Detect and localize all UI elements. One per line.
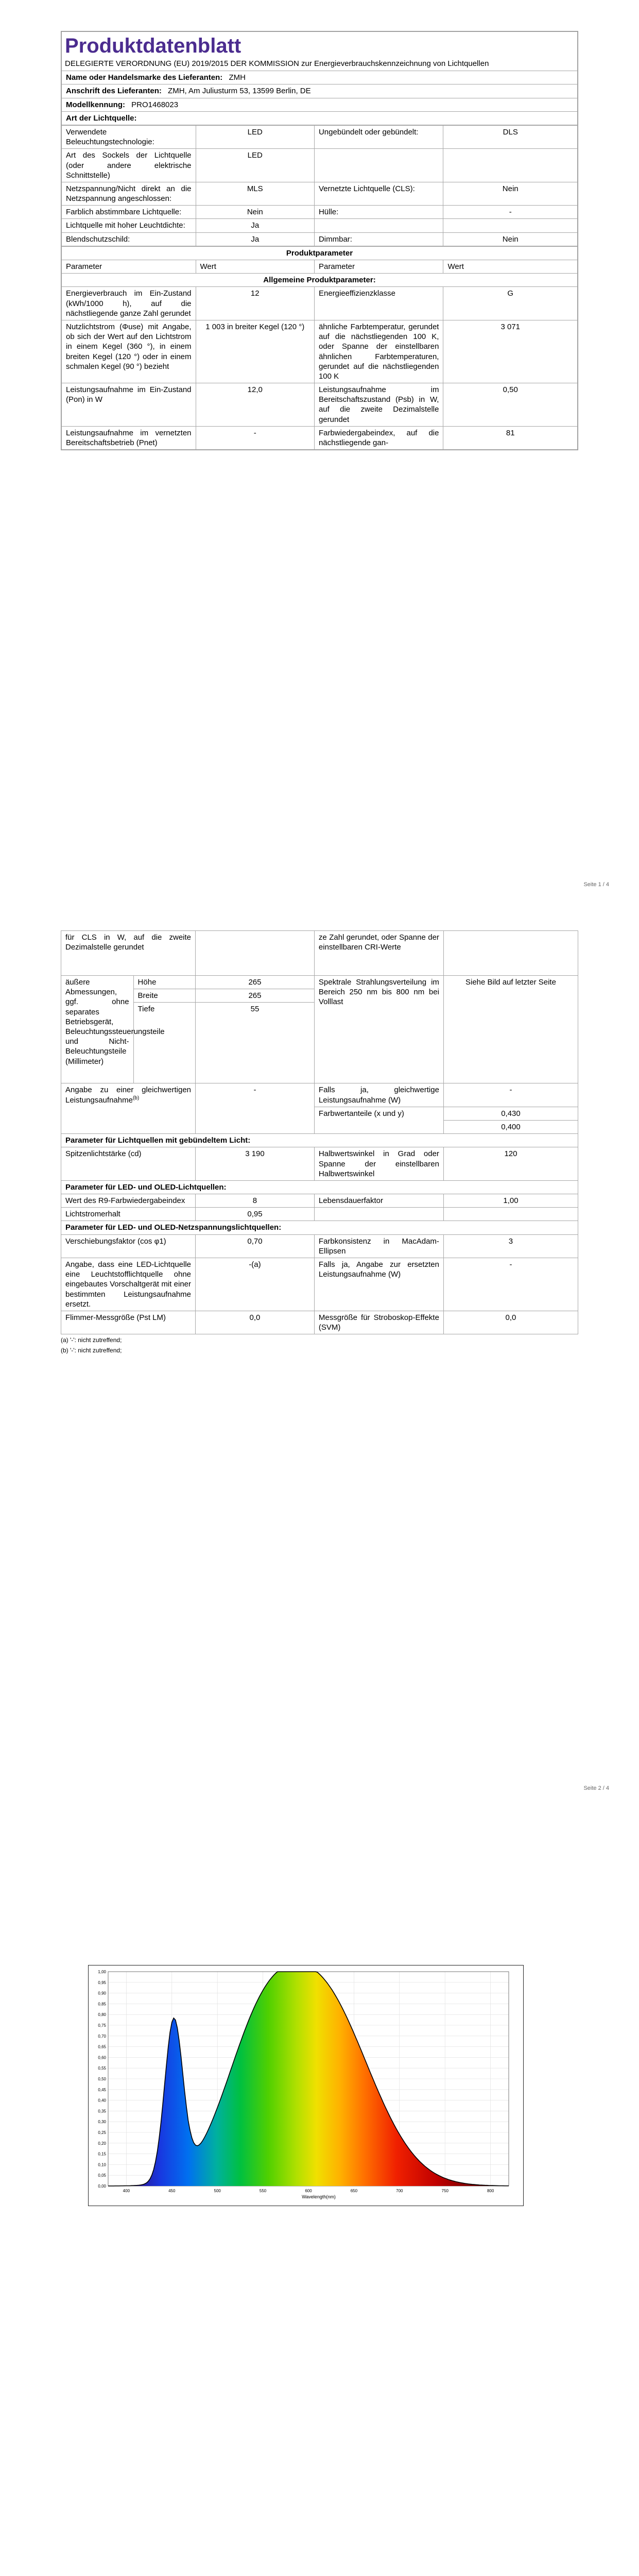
x-tick-label: 500 [214, 2189, 221, 2193]
type-row-4-value-b [443, 219, 578, 232]
type-row-1-label-b [314, 149, 443, 182]
param-row-3-value-b: 81 [443, 426, 578, 449]
chromaticity-label: Farbwertanteile (x und y) [314, 1107, 443, 1133]
y-tick-label: 0,05 [98, 2173, 106, 2178]
param-row-2-value-a: 12,0 [196, 383, 314, 427]
x-tick-label: 650 [350, 2189, 358, 2193]
y-tick-label: 0,75 [98, 2023, 106, 2028]
spectral-label: Spektrale Strahlungsverteilung im Bereich 250 nm bis 800 nm bei Volllast [314, 976, 443, 1083]
supplier-name-label: Name oder Handelsmarke des Lieferanten: [66, 73, 223, 82]
type-row-4-label-b [314, 219, 443, 232]
peak-intensity-value: 3 190 [196, 1147, 315, 1181]
lumen-maintenance-label: Lichtstromerhalt [61, 1208, 196, 1221]
type-row-0-label-a: Verwendete Beleuchtungstechnologie: [62, 125, 196, 148]
peak-intensity-label: Spitzenlichtstärke (cd) [61, 1147, 196, 1181]
y-tick-label: 1,00 [98, 1970, 106, 1974]
lumen-maintenance-value: 0,95 [196, 1208, 315, 1221]
type-row-0-value-b: DLS [443, 125, 578, 148]
footnote-b: (b) '-': nicht zutreffend; [61, 1346, 122, 1354]
y-tick-label: 0,95 [98, 1980, 106, 1985]
model-label: Modellkennung: [66, 100, 125, 109]
params-heading: Produktparameter [62, 246, 578, 260]
col-param-2: Parameter [314, 260, 443, 274]
param-row-1-label-a: Nutzlichtstrom (Φuse) mit Angabe, ob sich der Wert auf den Lichtstrom in einem Kegel (360 °), in einem breiten Kegel (120 °) oder in einem schmalen Kegel (90 °) bezieht [62, 320, 196, 383]
dim-depth-key: Tiefe [133, 1003, 195, 1083]
survival-factor-label: Lebensdauerfaktor [314, 1194, 443, 1208]
x-axis-label: Wavelength(nm) [302, 2194, 336, 2199]
dimensions-label: äußere Abmessungen, ggf. ohne separates Betriebsgerät, Beleuchtungssteuerungsteile und Nicht-Beleuchtungsteile (Millimeter) [61, 976, 134, 1083]
dls-heading: Parameter für Lichtquellen mit gebündeltem Licht: [61, 1134, 578, 1147]
page-2 [0, 904, 639, 1807]
spectral-distribution-chart [88, 1965, 524, 2206]
x-tick-label: 800 [487, 2189, 494, 2193]
param-row-1-value-b: 3 071 [443, 320, 578, 383]
equiv-power-w-label: Falls ja, gleichwertige Leistungsaufnahme (W) [314, 1083, 443, 1107]
regulation-subtitle: DELEGIERTE VERORDNUNG (EU) 2019/2015 DER KOMMISSION zur Energieverbrauchskennzeichnung von Lichtquellen [65, 59, 489, 68]
param-row-0-label-b: Energieeffizienzklasse [314, 287, 443, 320]
param-row-1-label-b: ähnliche Farbtemperatur, gerundet auf die nächstliegenden 100 K, oder Spanne der einstellbaren ähnlichen Farbtemperaturen, gerundet auf die nächstliegenden 100 K [314, 320, 443, 383]
y-tick-label: 0,35 [98, 2109, 106, 2114]
flicker-label: Flimmer-Messgröße (Pst LM) [61, 1311, 196, 1334]
type-heading: Art der Lichtquelle: [62, 111, 578, 125]
type-row-5-label-a: Blendschutzschild: [62, 232, 196, 246]
y-tick-label: 0,20 [98, 2141, 106, 2146]
r9-label: Wert des R9-Farbwiedergabeindex [61, 1194, 196, 1208]
mls-heading: Parameter für LED- und OLED-Netzspannungslichtquellen: [61, 1221, 578, 1234]
cri-cont-label: ze Zahl gerundet, oder Spanne der einstellbaren CRI-Werte [314, 931, 443, 976]
y-tick-label: 0,45 [98, 2087, 106, 2092]
dim-width-value: 265 [196, 989, 315, 1003]
param-row-2-label-a: Leistungsaufnahme im Ein-Zustand (Pon) in W [62, 383, 196, 427]
beam-angle-label: Halbwertswinkel in Grad oder Spanne der einstellbaren Halbwertswinkel [314, 1147, 443, 1181]
y-tick-label: 0,55 [98, 2066, 106, 2071]
product-datasheet-frame [61, 31, 578, 450]
replacement-label: Angabe, dass eine LED-Lichtquelle eine Leuchtstofflichtquelle ohne eingebautes Vorschaltgerät mit einer bestimmten Leistungsaufnahme ersetzt. [61, 1258, 196, 1311]
type-row-1-label-a: Art des Sockels der Lichtquelle (oder andere elektrische Schnittstelle) [62, 149, 196, 182]
y-tick-label: 0,15 [98, 2151, 106, 2157]
stroboscopic-value: 0,0 [443, 1311, 578, 1334]
param-row-2-value-b: 0,50 [443, 383, 578, 427]
type-row-5-value-b: Nein [443, 232, 578, 246]
y-tick-label: 0,00 [98, 2184, 106, 2189]
page-title: Produktdatenblatt [65, 35, 241, 57]
flicker-value: 0,0 [196, 1311, 315, 1334]
param-row-0-value-a: 12 [196, 287, 314, 320]
type-row-3-label-b: Hülle: [314, 206, 443, 219]
type-row-4-value-a: Ja [196, 219, 314, 232]
x-tick-label: 450 [168, 2189, 176, 2193]
type-row-2-value-a: MLS [196, 182, 314, 205]
param-row-0-value-b: G [443, 287, 578, 320]
chromaticity-x-value: 0,430 [443, 1107, 578, 1120]
type-table [61, 125, 578, 246]
y-tick-label: 0,50 [98, 2077, 106, 2081]
equiv-power-value: - [196, 1083, 315, 1134]
param-row-3-value-a: - [196, 426, 314, 449]
params-continued-frame [61, 930, 578, 1354]
y-tick-label: 0,90 [98, 1991, 106, 1996]
y-tick-label: 0,85 [98, 2002, 106, 2007]
footnote-a: (a) '-': nicht zutreffend; [61, 1336, 122, 1344]
model-value: PRO1468023 [131, 100, 179, 109]
y-tick-label: 0,65 [98, 2044, 106, 2049]
param-row-0-label-a: Energieverbrauch im Ein-Zustand (kWh/1000 h), auf die nächstliegende ganze Zahl gerundet [62, 287, 196, 320]
equiv-power-w-value: - [443, 1083, 578, 1107]
spectral-value: Siehe Bild auf letzter Seite [443, 976, 578, 1083]
params-table-p1 [61, 246, 578, 450]
y-tick-label: 0,60 [98, 2055, 106, 2060]
dim-height-value: 265 [196, 976, 315, 989]
type-row-0-value-a: LED [196, 125, 314, 148]
spectrum-svg [89, 1965, 524, 2207]
page-number: Seite 1 / 4 [583, 881, 609, 888]
color-consistency-value: 3 [443, 1234, 578, 1258]
col-param-1: Parameter [62, 260, 196, 274]
param-row-3-label-a: Leistungsaufnahme im vernetzten Bereitschaftsbetrieb (Pnet) [62, 426, 196, 449]
beam-angle-value: 120 [443, 1147, 578, 1181]
x-tick-label: 600 [305, 2189, 312, 2193]
supplier-name-value: ZMH [229, 73, 246, 82]
replacement-value: -(a) [196, 1258, 315, 1311]
cls-standby-cont-label: für CLS in W, auf die zweite Dezimalstelle gerundet [61, 931, 196, 976]
type-row-0-label-b: Ungebündelt oder gebündelt: [314, 125, 443, 148]
y-tick-label: 0,80 [98, 2012, 106, 2018]
header-table [61, 31, 578, 125]
page-3 [0, 1807, 639, 2576]
y-tick-label: 0,40 [98, 2098, 106, 2103]
x-tick-label: 550 [259, 2189, 267, 2193]
survival-factor-value: 1,00 [443, 1194, 578, 1208]
type-row-1-value-b [443, 149, 578, 182]
type-row-1-value-a: LED [196, 149, 314, 182]
r9-value: 8 [196, 1194, 315, 1208]
type-row-3-label-a: Farblich abstimmbare Lichtquelle: [62, 206, 196, 219]
dim-width-key: Breite [133, 989, 195, 1003]
type-row-3-value-b: - [443, 206, 578, 219]
dim-depth-value: 55 [196, 1003, 315, 1083]
col-value-1: Wert [196, 260, 314, 274]
type-row-2-value-b: Nein [443, 182, 578, 205]
equiv-power-label: Angabe zu einer gleichwertigen Leistungsaufnahme$^{(b)}$ [61, 1083, 196, 1134]
x-tick-label: 700 [396, 2189, 403, 2193]
color-consistency-label: Farbkonsistenz in MacAdam-Ellipsen [314, 1234, 443, 1258]
col-value-2: Wert [443, 260, 578, 274]
general-params-heading: Allgemeine Produktparameter: [62, 274, 578, 287]
params-table-p2 [61, 930, 578, 1334]
led-heading: Parameter für LED- und OLED-Lichtquellen: [61, 1180, 578, 1194]
page-number: Seite 2 / 4 [583, 1785, 609, 1791]
x-tick-label: 750 [441, 2189, 448, 2193]
type-row-2-label-a: Netzspannung/Nicht direkt an die Netzspannung angeschlossen: [62, 182, 196, 205]
y-tick-label: 0,10 [98, 2162, 106, 2167]
displacement-value: 0,70 [196, 1234, 315, 1258]
type-row-5-label-b: Dimmbar: [314, 232, 443, 246]
page-1 [0, 0, 639, 904]
replaced-power-label: Falls ja, Angabe zur ersetzten Leistungsaufnahme (W) [314, 1258, 443, 1311]
dim-height-key: Höhe [133, 976, 195, 989]
supplier-address-label: Anschrift des Lieferanten: [66, 87, 162, 96]
type-row-5-value-a: Ja [196, 232, 314, 246]
chromaticity-y-value: 0,400 [443, 1120, 578, 1133]
supplier-address-value: ZMH, Am Juliusturm 53, 13599 Berlin, DE [168, 87, 311, 96]
displacement-label: Verschiebungsfaktor (cos φ1) [61, 1234, 196, 1258]
y-tick-label: 0,70 [98, 2033, 106, 2039]
param-row-3-label-b: Farbwiedergabeindex, auf die nächstliegende gan- [314, 426, 443, 449]
y-tick-label: 0,25 [98, 2130, 106, 2135]
type-row-4-label-a: Lichtquelle mit hoher Leuchtdichte: [62, 219, 196, 232]
type-row-3-value-a: Nein [196, 206, 314, 219]
replaced-power-value: - [443, 1258, 578, 1311]
stroboscopic-label: Messgröße für Stroboskop-Effekte (SVM) [314, 1311, 443, 1334]
y-tick-label: 0,30 [98, 2120, 106, 2125]
x-tick-label: 400 [123, 2189, 130, 2193]
param-row-1-value-a: 1 003 in breiter Kegel (120 °) [196, 320, 314, 383]
type-row-2-label-b: Vernetzte Lichtquelle (CLS): [314, 182, 443, 205]
param-row-2-label-b: Leistungsaufnahme im Bereitschaftszustand (Psb) in W, auf die zweite Dezimalstelle gerundet [314, 383, 443, 427]
